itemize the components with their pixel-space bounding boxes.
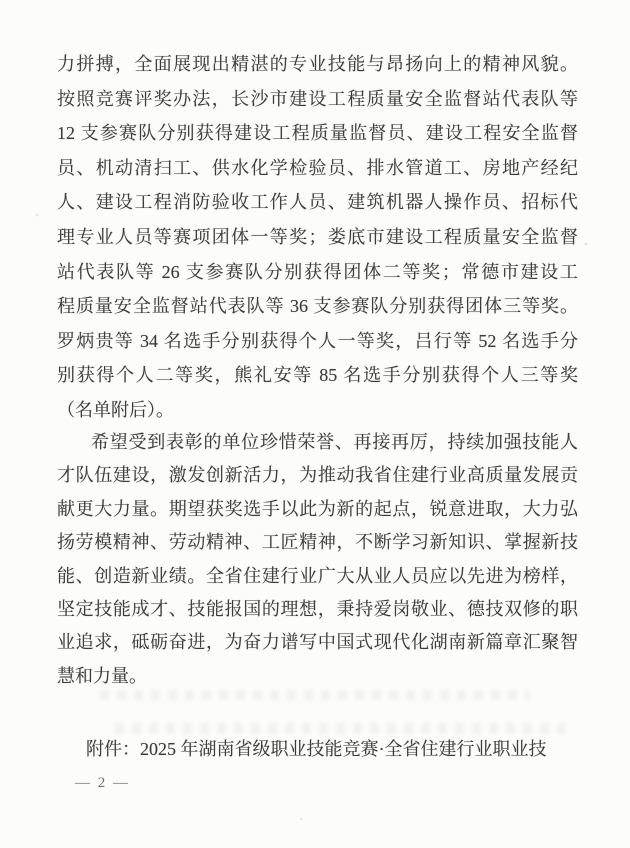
body-paragraph-1 [57,47,578,428]
text-line: 理专业人员等赛项团体一等奖；娄底市建设工程质量安全监督 [57,226,578,247]
text-line: 扬劳模精神、劳动精神、工匠精神，不断学习新知识、掌握新技 [57,532,578,553]
text-line: 才队伍建设，激发创新活力，为推动我省住建行业高质量发展贡 [57,465,578,486]
text-line: 程质量安全监督站代表队等 36 支参赛队分别获得团体三等奖。 [57,296,578,317]
text-line: 罗炳贵等 34 名选手分别获得个人一等奖，吕行等 52 名选手分 [57,330,578,351]
text-line: 献更大力量。期望获奖选手以此为新的起点，锐意进取，大力弘 [57,498,578,519]
text-line: 慧和力量。 [57,665,147,686]
text-line: 业追求，砥砺奋进，为奋力谱写中国式现代化湖南新篇章汇聚智 [57,632,578,653]
text-line: 力拼搏，全面展现出精湛的专业技能与昂扬向上的精神风貌。 [57,54,578,74]
attachment-line: 附件：2025 年湖南省级职业技能竞赛·全省住建行业职业技 [86,739,547,759]
text-line: 站代表队等 26 支参赛队分别获得团体二等奖；常德市建设工 [57,261,578,282]
text-line: 12 支参赛队分别获得建设工程质量监督员、建设工程安全监督 [57,123,578,144]
page-number: — 2 — [75,775,130,791]
scan-speck-artifact [585,243,587,245]
body-paragraph-2 [57,426,578,693]
scan-speck-artifact [524,97,527,99]
text-line: 坚定技能成才、技能报国的理想，秉持爱岗敬业、德技双修的职 [57,599,578,620]
text-line: 别获得个人二等奖，熊礼安等 85 名选手分别获得个人三等奖 [57,365,578,386]
text-line: 希望受到表彰的单位珍惜荣誉、再接再厉，持续加强技能人 [91,432,578,452]
text-line: 能、创造新业绩。全省住建行业广大从业人员应以先进为榜样， [57,565,578,586]
text-line: （名单附后）。 [57,399,174,420]
scan-bleedthrough-artifact [100,690,530,700]
scan-speck-artifact [36,214,38,216]
text-line: 人、建设工程消防验收工作人员、建筑机器人操作员、招标代 [57,192,578,213]
scan-speck-artifact [300,818,303,820]
scan-bleedthrough-artifact [115,723,565,734]
text-line: 按照竞赛评奖办法，长沙市建设工程质量安全监督站代表队等 [57,88,578,109]
text-line: 员、机动清扫工、供水化学检验员、排水管道工、房地产经纪 [57,157,578,178]
